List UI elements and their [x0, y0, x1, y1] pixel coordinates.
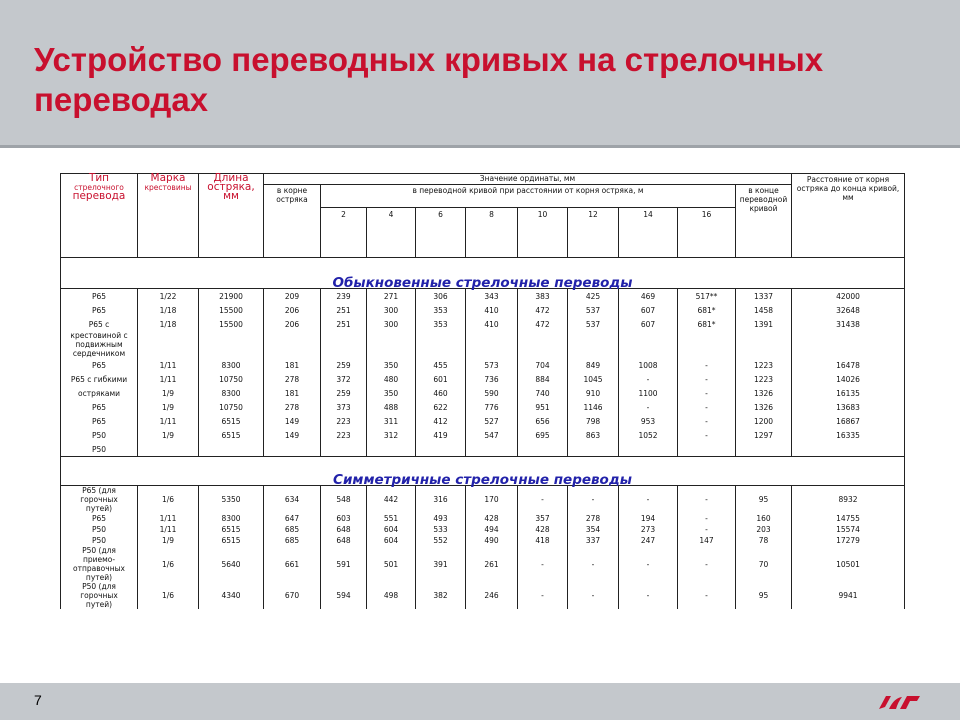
value-cell: 312	[367, 428, 416, 442]
value-cell: 382	[416, 582, 466, 609]
value-cell: 601	[416, 372, 466, 386]
value-cell: 6515	[199, 535, 264, 546]
table-row	[61, 442, 905, 457]
table-row	[61, 582, 905, 609]
value-cell: 648	[321, 535, 367, 546]
value-cell	[792, 331, 905, 358]
value-cell: 13683	[792, 400, 905, 414]
value-cell: 306	[416, 289, 466, 304]
value-cell: 537	[568, 303, 619, 317]
value-cell: 1/6	[138, 486, 199, 514]
value-cell: 194	[619, 513, 678, 524]
value-cell: 337	[568, 535, 619, 546]
value-cell: 1146	[568, 400, 619, 414]
value-cell: 16867	[792, 414, 905, 428]
value-cell: 354	[568, 524, 619, 535]
value-cell: 547	[466, 428, 518, 442]
value-cell: 95	[736, 582, 792, 609]
value-cell: 300	[367, 303, 416, 317]
value-cell: 418	[518, 535, 568, 546]
value-cell: 181	[264, 358, 321, 372]
header-ordinate: Значение ординаты, мм	[264, 174, 792, 185]
table-row	[61, 486, 905, 514]
header-distance-10: 10	[518, 208, 568, 258]
value-cell: -	[678, 414, 736, 428]
value-cell: 223	[321, 414, 367, 428]
value-cell: 410	[466, 303, 518, 317]
value-cell: 603	[321, 513, 367, 524]
table-row	[61, 372, 905, 386]
header-distance-16: 16	[678, 208, 736, 258]
value-cell: -	[568, 546, 619, 582]
value-cell: 493	[416, 513, 466, 524]
value-cell: 1/11	[138, 372, 199, 386]
table-row	[61, 331, 905, 358]
value-cell: 472	[518, 317, 568, 331]
value-cell: 10750	[199, 400, 264, 414]
value-cell: 604	[367, 524, 416, 535]
value-cell: 1/18	[138, 317, 199, 331]
value-cell: 16335	[792, 428, 905, 442]
value-cell: 412	[416, 414, 466, 428]
value-cell: 469	[619, 289, 678, 304]
value-cell: 607	[619, 317, 678, 331]
value-cell: 1/9	[138, 535, 199, 546]
value-cell	[367, 442, 416, 457]
section-symmetric-body	[61, 486, 905, 610]
page-number: 7	[34, 692, 42, 708]
value-cell: 670	[264, 582, 321, 609]
value-cell	[321, 442, 367, 457]
value-cell: 1/9	[138, 400, 199, 414]
value-cell: 1297	[736, 428, 792, 442]
value-cell: 251	[321, 317, 367, 331]
value-cell	[736, 442, 792, 457]
table-row	[61, 546, 905, 582]
value-cell: 552	[416, 535, 466, 546]
value-cell: 273	[619, 524, 678, 535]
value-cell: 149	[264, 428, 321, 442]
value-cell: 455	[416, 358, 466, 372]
value-cell	[736, 331, 792, 358]
value-cell	[619, 331, 678, 358]
value-cell: 591	[321, 546, 367, 582]
table-row	[61, 303, 905, 317]
value-cell	[466, 331, 518, 358]
header-distance-14: 14	[619, 208, 678, 258]
value-cell: 391	[416, 546, 466, 582]
header-distance-2: 2	[321, 208, 367, 258]
value-cell: -	[619, 400, 678, 414]
value-cell: 239	[321, 289, 367, 304]
value-cell: 316	[416, 486, 466, 514]
value-cell: 278	[568, 513, 619, 524]
value-cell: 170	[466, 486, 518, 514]
switch-type-cell: Р65 (для горочных путей)	[61, 486, 138, 514]
value-cell: 1/6	[138, 546, 199, 582]
value-cell	[568, 442, 619, 457]
value-cell	[367, 331, 416, 358]
value-cell: 419	[416, 428, 466, 442]
header-distance-12: 12	[568, 208, 619, 258]
value-cell: -	[678, 513, 736, 524]
value-cell: 849	[568, 358, 619, 372]
value-cell: 1326	[736, 386, 792, 400]
value-cell: 1/11	[138, 358, 199, 372]
value-cell: 383	[518, 289, 568, 304]
value-cell	[518, 331, 568, 358]
value-cell: -	[678, 386, 736, 400]
value-cell	[199, 331, 264, 358]
value-cell: 1337	[736, 289, 792, 304]
value-cell: 357	[518, 513, 568, 524]
value-cell: 1223	[736, 372, 792, 386]
section-ordinary-title: Обыкновенные стрелочные переводы	[61, 258, 905, 289]
value-cell: 5640	[199, 546, 264, 582]
header-length: Длина остряка, мм	[199, 174, 264, 258]
table-row	[61, 400, 905, 414]
value-cell: -	[619, 582, 678, 609]
switch-type-cell: Р65 с	[61, 317, 138, 331]
value-cell: 1/22	[138, 289, 199, 304]
value-cell: 15500	[199, 303, 264, 317]
table-row	[61, 535, 905, 546]
value-cell: 517**	[678, 289, 736, 304]
value-cell: 1045	[568, 372, 619, 386]
value-cell: 6515	[199, 524, 264, 535]
value-cell: 246	[466, 582, 518, 609]
value-cell: 32648	[792, 303, 905, 317]
value-cell: -	[568, 486, 619, 514]
value-cell: 278	[264, 372, 321, 386]
switch-type-cell: Р50	[61, 524, 138, 535]
value-cell: 259	[321, 358, 367, 372]
value-cell: 1391	[736, 317, 792, 331]
switch-type-cell: остряками	[61, 386, 138, 400]
switch-type-cell: Р65	[61, 414, 138, 428]
value-cell: 460	[416, 386, 466, 400]
value-cell: 501	[367, 546, 416, 582]
value-cell: 910	[568, 386, 619, 400]
value-cell	[264, 331, 321, 358]
value-cell: 1/11	[138, 513, 199, 524]
value-cell	[466, 442, 518, 457]
value-cell: 695	[518, 428, 568, 442]
value-cell: -	[678, 486, 736, 514]
value-cell: 203	[736, 524, 792, 535]
value-cell: 8300	[199, 358, 264, 372]
section-symmetric-title: Симметричные стрелочные переводы	[61, 457, 905, 486]
table-row	[61, 428, 905, 442]
value-cell	[678, 331, 736, 358]
value-cell: 251	[321, 303, 367, 317]
value-cell: 1/9	[138, 386, 199, 400]
value-cell: 604	[367, 535, 416, 546]
value-cell: 494	[466, 524, 518, 535]
value-cell: 206	[264, 317, 321, 331]
value-cell	[518, 442, 568, 457]
switch-type-cell: крестовиной с подвижным сердечником	[61, 331, 138, 358]
value-cell: 1/6	[138, 582, 199, 609]
value-cell: 1458	[736, 303, 792, 317]
value-cell: 15574	[792, 524, 905, 535]
value-cell: 863	[568, 428, 619, 442]
value-cell: 1/11	[138, 414, 199, 428]
value-cell: -	[619, 486, 678, 514]
value-cell: 776	[466, 400, 518, 414]
value-cell: 533	[416, 524, 466, 535]
value-cell: 472	[518, 303, 568, 317]
value-cell: 343	[466, 289, 518, 304]
value-cell: 8300	[199, 386, 264, 400]
value-cell: 490	[466, 535, 518, 546]
value-cell: 798	[568, 414, 619, 428]
value-cell: 14755	[792, 513, 905, 524]
value-cell: 350	[367, 358, 416, 372]
value-cell: 1326	[736, 400, 792, 414]
value-cell: 70	[736, 546, 792, 582]
table-row	[61, 386, 905, 400]
header-dist-root: Расстояние от корня остряка до конца кривой, мм	[792, 174, 905, 258]
value-cell: 147	[678, 535, 736, 546]
switch-type-cell: Р50	[61, 535, 138, 546]
value-cell: 622	[416, 400, 466, 414]
value-cell: 10501	[792, 546, 905, 582]
value-cell: 223	[321, 428, 367, 442]
value-cell: -	[568, 582, 619, 609]
value-cell: 300	[367, 317, 416, 331]
table-row	[61, 317, 905, 331]
switch-type-cell: Р65 с гибкими	[61, 372, 138, 386]
value-cell: 278	[264, 400, 321, 414]
value-cell: 551	[367, 513, 416, 524]
value-cell: 488	[367, 400, 416, 414]
value-cell: 350	[367, 386, 416, 400]
value-cell	[678, 442, 736, 457]
value-cell: 681*	[678, 303, 736, 317]
value-cell: 590	[466, 386, 518, 400]
switch-type-cell: Р65	[61, 400, 138, 414]
header-root: в корне остряка	[264, 185, 321, 258]
value-cell: -	[518, 486, 568, 514]
value-cell: 685	[264, 524, 321, 535]
header-distance: в переводной кривой при расстоянии от корня остряка, м	[321, 185, 736, 208]
value-cell: 14026	[792, 372, 905, 386]
value-cell: 594	[321, 582, 367, 609]
value-cell: 247	[619, 535, 678, 546]
value-cell	[568, 331, 619, 358]
value-cell: 95	[736, 486, 792, 514]
value-cell: 10750	[199, 372, 264, 386]
value-cell: 209	[264, 289, 321, 304]
value-cell: 353	[416, 303, 466, 317]
value-cell: 271	[367, 289, 416, 304]
value-cell: 17279	[792, 535, 905, 546]
value-cell: -	[678, 358, 736, 372]
value-cell: 160	[736, 513, 792, 524]
value-cell	[199, 442, 264, 457]
value-cell: 373	[321, 400, 367, 414]
switch-type-cell: Р50 (для горочных путей)	[61, 582, 138, 609]
value-cell: 681*	[678, 317, 736, 331]
switch-type-cell: Р65	[61, 513, 138, 524]
value-cell: 181	[264, 386, 321, 400]
value-cell: 372	[321, 372, 367, 386]
value-cell: 442	[367, 486, 416, 514]
value-cell	[138, 442, 199, 457]
switch-type-cell: Р65	[61, 358, 138, 372]
switch-type-cell: Р65	[61, 303, 138, 317]
value-cell: 410	[466, 317, 518, 331]
value-cell: 428	[518, 524, 568, 535]
value-cell: 537	[568, 317, 619, 331]
header-end: в конце переводной кривой	[736, 185, 792, 258]
value-cell: 4340	[199, 582, 264, 609]
value-cell: 21900	[199, 289, 264, 304]
switch-curves-table	[60, 173, 905, 609]
switch-type-cell: Р65	[61, 289, 138, 304]
value-cell: 648	[321, 524, 367, 535]
value-cell: 353	[416, 317, 466, 331]
value-cell: -	[619, 546, 678, 582]
value-cell: 9941	[792, 582, 905, 609]
value-cell: 1223	[736, 358, 792, 372]
value-cell: -	[678, 372, 736, 386]
value-cell: -	[678, 582, 736, 609]
value-cell: 8300	[199, 513, 264, 524]
value-cell: 498	[367, 582, 416, 609]
header-mark: Марка крестовины	[138, 174, 199, 258]
value-cell: 16478	[792, 358, 905, 372]
value-cell: 5350	[199, 486, 264, 514]
value-cell: 1008	[619, 358, 678, 372]
value-cell: 1052	[619, 428, 678, 442]
value-cell: -	[678, 546, 736, 582]
value-cell: -	[518, 546, 568, 582]
value-cell: 6515	[199, 414, 264, 428]
value-cell: 6515	[199, 428, 264, 442]
value-cell: 206	[264, 303, 321, 317]
value-cell: 685	[264, 535, 321, 546]
rzd-logo-icon	[876, 690, 924, 714]
value-cell: 548	[321, 486, 367, 514]
value-cell: 311	[367, 414, 416, 428]
value-cell: 704	[518, 358, 568, 372]
table-row	[61, 358, 905, 372]
value-cell: 78	[736, 535, 792, 546]
value-cell: 573	[466, 358, 518, 372]
value-cell	[264, 442, 321, 457]
value-cell: 149	[264, 414, 321, 428]
value-cell	[416, 331, 466, 358]
header-type: Тип стрелочного перевода	[61, 174, 138, 258]
page-title: Устройство переводных кривых на стрелочных переводах	[34, 41, 824, 118]
value-cell: 736	[466, 372, 518, 386]
table-row	[61, 513, 905, 524]
value-cell	[321, 331, 367, 358]
value-cell: 884	[518, 372, 568, 386]
footer-bar	[0, 683, 960, 720]
value-cell: 634	[264, 486, 321, 514]
value-cell: 647	[264, 513, 321, 524]
value-cell: 661	[264, 546, 321, 582]
table-row	[61, 414, 905, 428]
value-cell: 953	[619, 414, 678, 428]
value-cell: 951	[518, 400, 568, 414]
value-cell: 480	[367, 372, 416, 386]
value-cell: 1100	[619, 386, 678, 400]
value-cell: 1/18	[138, 303, 199, 317]
value-cell: 259	[321, 386, 367, 400]
value-cell: 607	[619, 303, 678, 317]
value-cell: 15500	[199, 317, 264, 331]
value-cell: 428	[466, 513, 518, 524]
value-cell: 1200	[736, 414, 792, 428]
switch-type-cell: Р50	[61, 428, 138, 442]
value-cell	[138, 331, 199, 358]
value-cell: -	[619, 372, 678, 386]
value-cell	[792, 442, 905, 457]
value-cell: 31438	[792, 317, 905, 331]
value-cell: 527	[466, 414, 518, 428]
value-cell: 1/9	[138, 428, 199, 442]
value-cell: 1/11	[138, 524, 199, 535]
value-cell: 16135	[792, 386, 905, 400]
value-cell: 740	[518, 386, 568, 400]
value-cell: -	[678, 400, 736, 414]
value-cell: -	[678, 428, 736, 442]
value-cell	[416, 442, 466, 457]
switch-type-cell: Р50	[61, 442, 138, 457]
value-cell: -	[678, 524, 736, 535]
value-cell: 42000	[792, 289, 905, 304]
value-cell	[619, 442, 678, 457]
value-cell: -	[518, 582, 568, 609]
header-distance-8: 8	[466, 208, 518, 258]
value-cell: 425	[568, 289, 619, 304]
section-ordinary-body	[61, 289, 905, 457]
header-distance-4: 4	[367, 208, 416, 258]
value-cell: 8932	[792, 486, 905, 514]
value-cell: 261	[466, 546, 518, 582]
header-distance-6: 6	[416, 208, 466, 258]
table-row	[61, 524, 905, 535]
value-cell: 656	[518, 414, 568, 428]
switch-type-cell: Р50 (для приемо-отправочных путей)	[61, 546, 138, 582]
